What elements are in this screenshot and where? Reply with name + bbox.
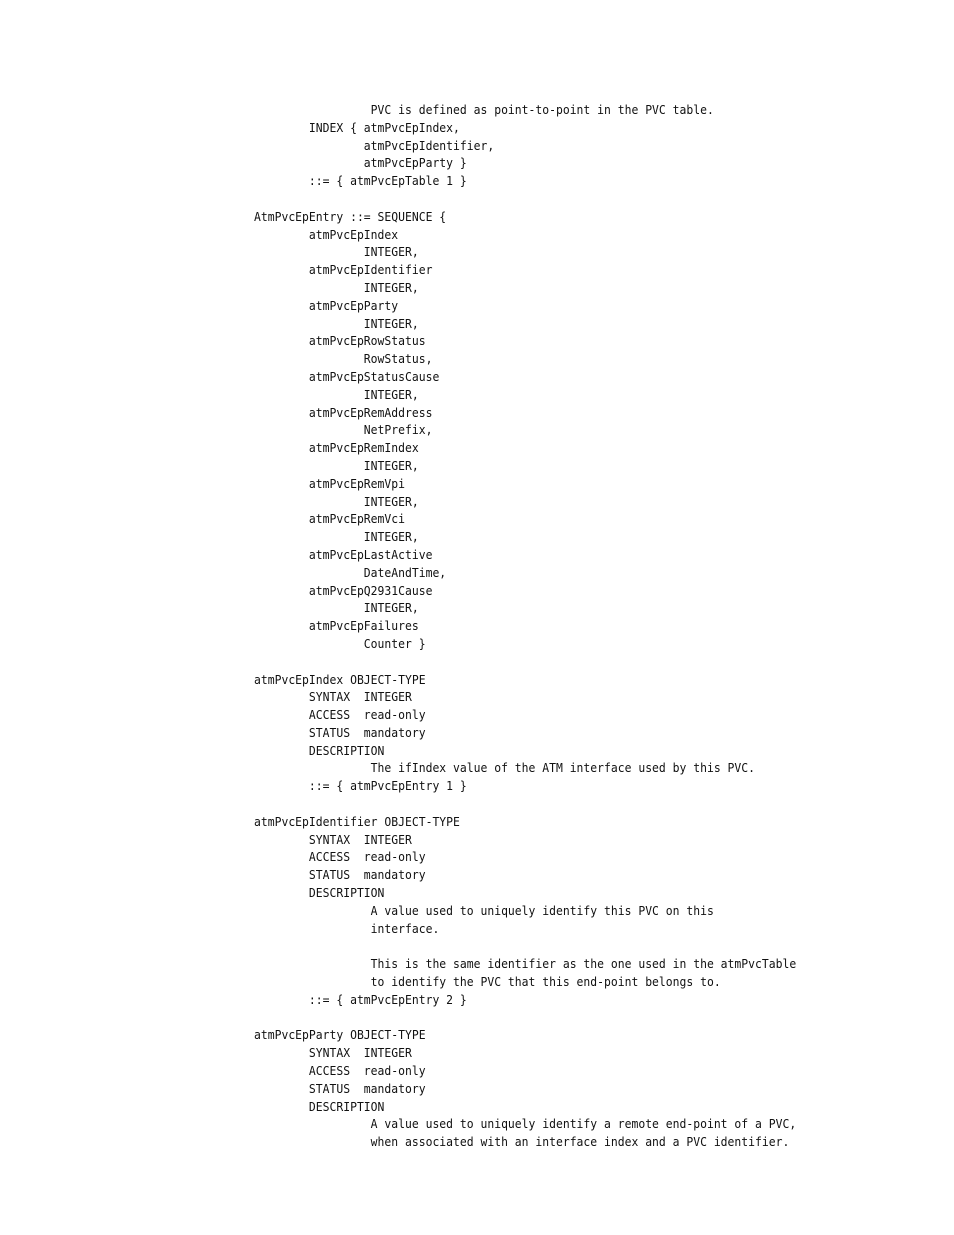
mib-definition-text bbox=[254, 101, 843, 1151]
code-line: atmPvcEpRemVci bbox=[254, 511, 405, 527]
code-line: to identify the PVC that this end-point belongs to. bbox=[254, 974, 721, 990]
code-line: INDEX { atmPvcEpIndex, bbox=[254, 119, 460, 135]
code-line: atmPvcEpFailures bbox=[254, 618, 419, 634]
code-line: atmPvcEpRowStatus bbox=[254, 333, 426, 349]
code-line: atmPvcEpParty bbox=[254, 297, 399, 313]
code-line: atmPvcEpIndex bbox=[254, 226, 399, 242]
code-line: DESCRIPTION bbox=[254, 1098, 385, 1114]
code-line: ACCESS read-only bbox=[254, 707, 426, 723]
code-line: ACCESS read-only bbox=[254, 1063, 426, 1079]
code-line: INTEGER, bbox=[254, 493, 419, 509]
code-line: DESCRIPTION bbox=[254, 885, 385, 901]
code-line: INTEGER, bbox=[254, 457, 419, 473]
code-line: STATUS mandatory bbox=[254, 724, 426, 740]
code-line: PVC is defined as point-to-point in the PVC table. bbox=[254, 102, 714, 117]
code-line: ::= { atmPvcEpTable 1 } bbox=[254, 173, 467, 189]
code-line: INTEGER, bbox=[254, 386, 419, 402]
code-line: atmPvcEpRemAddress bbox=[254, 404, 433, 420]
code-line: Counter } bbox=[254, 635, 426, 651]
code-line: The ifIndex value of the ATM interface used by this PVC. bbox=[254, 760, 756, 776]
code-line: atmPvcEpRemIndex bbox=[254, 440, 419, 456]
code-line: INTEGER, bbox=[254, 244, 419, 260]
code-line: DESCRIPTION bbox=[254, 742, 385, 758]
code-line: INTEGER, bbox=[254, 279, 419, 295]
code-line: atmPvcEpIdentifier OBJECT-TYPE bbox=[254, 813, 460, 829]
code-line: STATUS mandatory bbox=[254, 867, 426, 883]
code-line: SYNTAX INTEGER bbox=[254, 1045, 412, 1061]
code-line: atmPvcEpStatusCause bbox=[254, 368, 440, 384]
blank-line bbox=[254, 795, 796, 813]
code-line: atmPvcEpQ2931Cause bbox=[254, 582, 433, 598]
code-line: ::= { atmPvcEpEntry 1 } bbox=[254, 778, 467, 794]
code-line: This is the same identifier as the one used in the atmPvcTable bbox=[254, 956, 797, 972]
code-line: atmPvcEpParty OBJECT-TYPE bbox=[254, 1027, 426, 1043]
code-line: INTEGER, bbox=[254, 315, 419, 331]
code-line: interface. bbox=[254, 920, 440, 936]
code-line: atmPvcEpIndex OBJECT-TYPE bbox=[254, 671, 426, 687]
code-line: A value used to uniquely identify this PVC on this bbox=[254, 902, 714, 918]
code-line: STATUS mandatory bbox=[254, 1080, 426, 1096]
code-line: when associated with an interface index and a PVC identifier. bbox=[254, 1134, 790, 1150]
code-line: atmPvcEpLastActive bbox=[254, 546, 433, 562]
blank-line bbox=[254, 1009, 796, 1027]
code-line: INTEGER, bbox=[254, 529, 419, 545]
blank-line bbox=[254, 190, 796, 208]
code-line: ACCESS read-only bbox=[254, 849, 426, 865]
code-line: A value used to uniquely identify a remote end-point of a PVC, bbox=[254, 1116, 797, 1132]
code-line: atmPvcEpIdentifier, bbox=[254, 137, 495, 153]
code-line: RowStatus, bbox=[254, 351, 433, 367]
code-line: AtmPvcEpEntry ::= SEQUENCE { bbox=[254, 208, 447, 224]
code-line: NetPrefix, bbox=[254, 422, 433, 438]
blank-line bbox=[254, 653, 796, 671]
blank-line bbox=[254, 937, 796, 955]
code-line: SYNTAX INTEGER bbox=[254, 689, 412, 705]
code-line: atmPvcEpIdentifier bbox=[254, 262, 433, 278]
code-line: SYNTAX INTEGER bbox=[254, 831, 412, 847]
code-line: DateAndTime, bbox=[254, 564, 447, 580]
code-line: ::= { atmPvcEpEntry 2 } bbox=[254, 991, 467, 1007]
code-line: INTEGER, bbox=[254, 600, 419, 616]
code-line: atmPvcEpRemVpi bbox=[254, 475, 405, 491]
code-line: atmPvcEpParty } bbox=[254, 155, 467, 171]
